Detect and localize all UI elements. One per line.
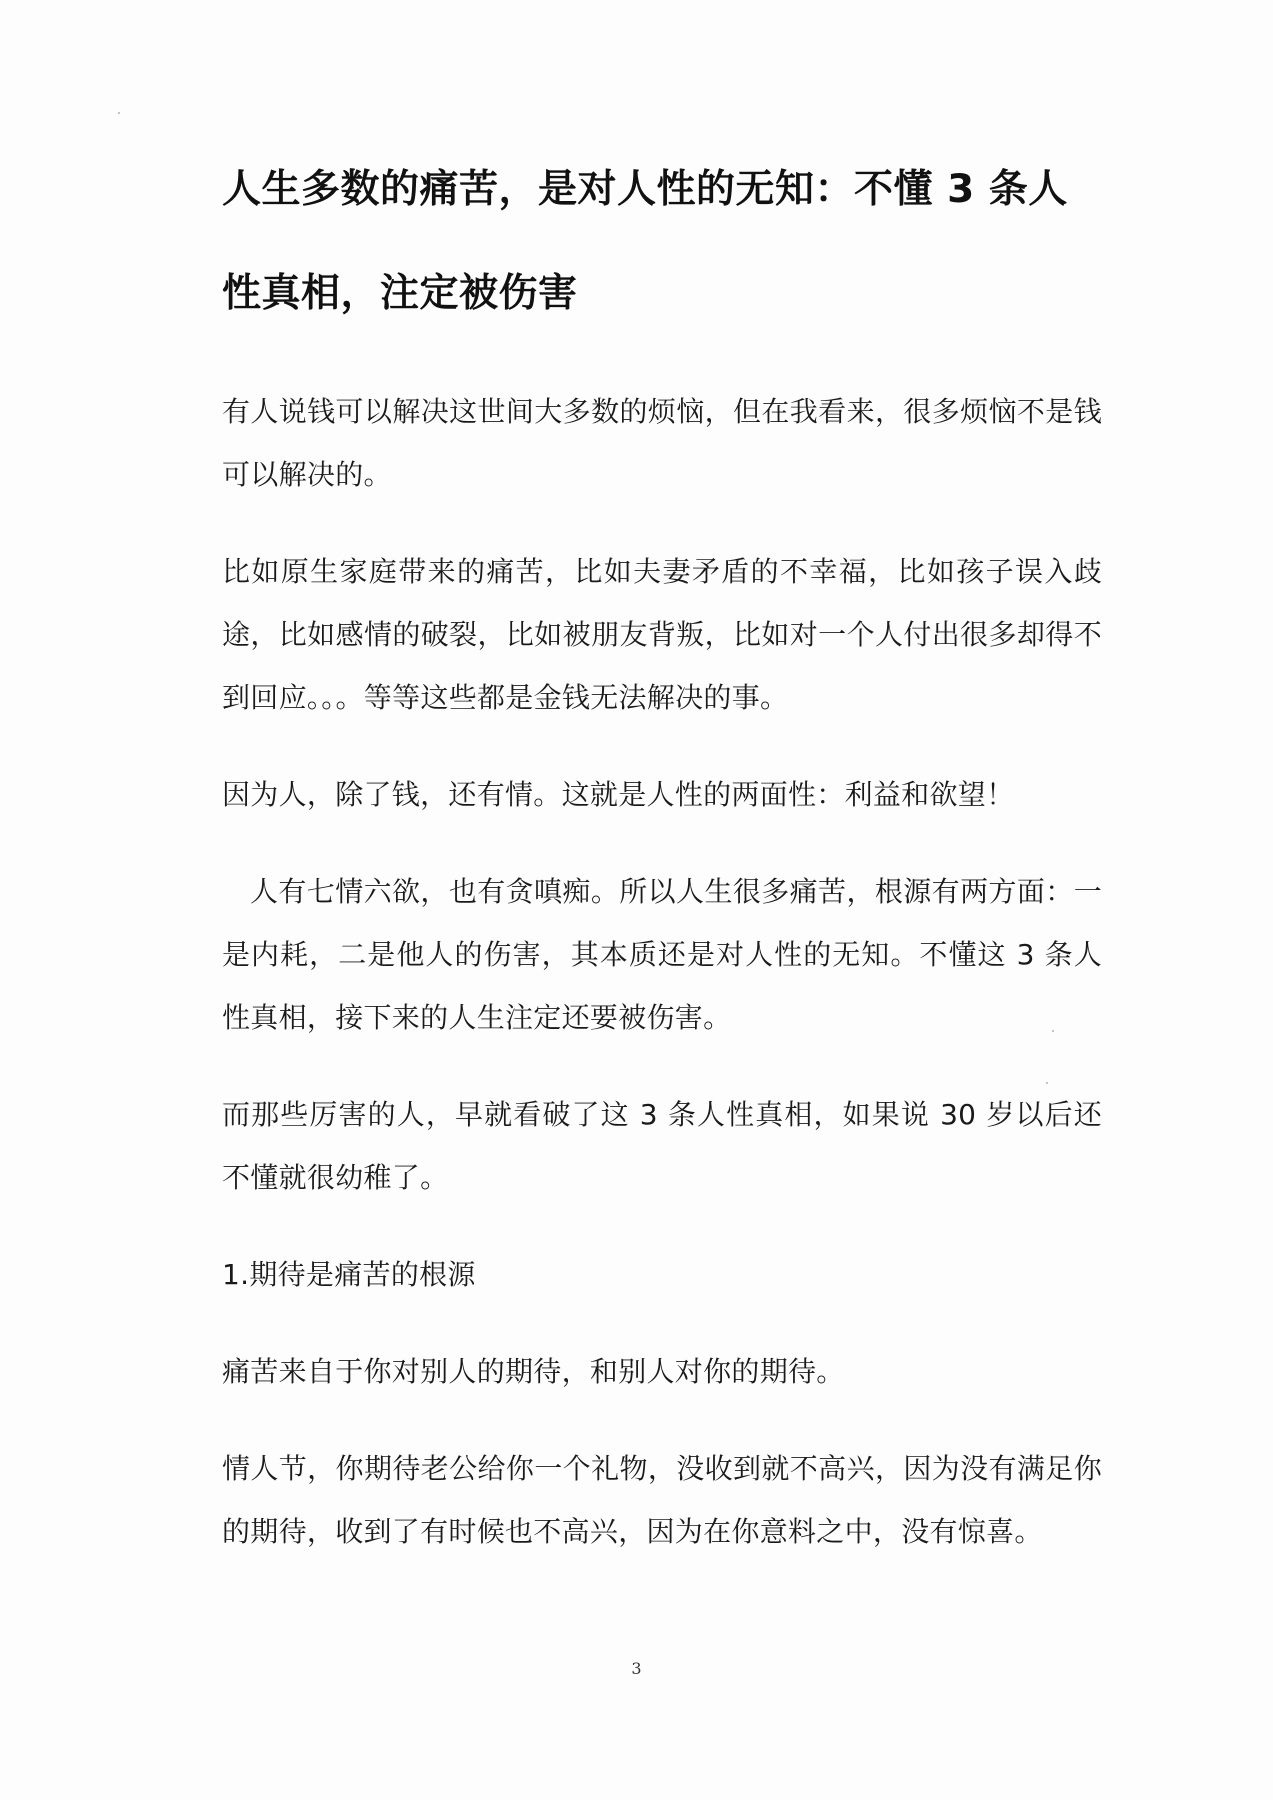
- article-title: 人生多数的痛苦，是对人性的无知：不懂 3 条人性真相，注定被伤害: [222, 167, 1068, 316]
- paragraph: 因为人，除了钱，还有情。这就是人性的两面性：利益和欲望！: [222, 778, 1015, 811]
- paragraph: 有人说钱可以解决这世间大多数的烦恼，但在我看来，很多烦恼不是钱可以解决的。: [222, 395, 1102, 491]
- paragraph: 痛苦来自于你对别人的期待，和别人对你的期待。: [222, 1355, 845, 1388]
- document-body: [222, 138, 1102, 1597]
- page-number: 3: [631, 1659, 642, 1678]
- section-heading: 1.期待是痛苦的根源: [222, 1258, 476, 1291]
- scan-speck: [118, 112, 120, 114]
- paragraph: 而那些厉害的人，早就看破了这 3 条人性真相，如果说 30 岁以后还不懂就很幼稚了。: [222, 1098, 1102, 1194]
- paragraph: 人有七情六欲，也有贪嗔痴。所以人生很多痛苦，根源有两方面：一是内耗，二是他人的伤害，其本质还是对人性的无知。不懂这 3 条人性真相，接下来的人生注定还要被伤害。: [222, 875, 1102, 1034]
- paragraph: 情人节，你期待老公给你一个礼物，没收到就不高兴，因为没有满足你的期待，收到了有时候也不高兴，因为在你意料之中，没有惊喜。: [222, 1452, 1102, 1548]
- paragraph: 比如原生家庭带来的痛苦，比如夫妻矛盾的不幸福，比如孩子误入歧途，比如感情的破裂，比如被朋友背叛，比如对一个人付出很多却得不到回应。。。等等这些都是金钱无法解决的事。: [222, 555, 1102, 714]
